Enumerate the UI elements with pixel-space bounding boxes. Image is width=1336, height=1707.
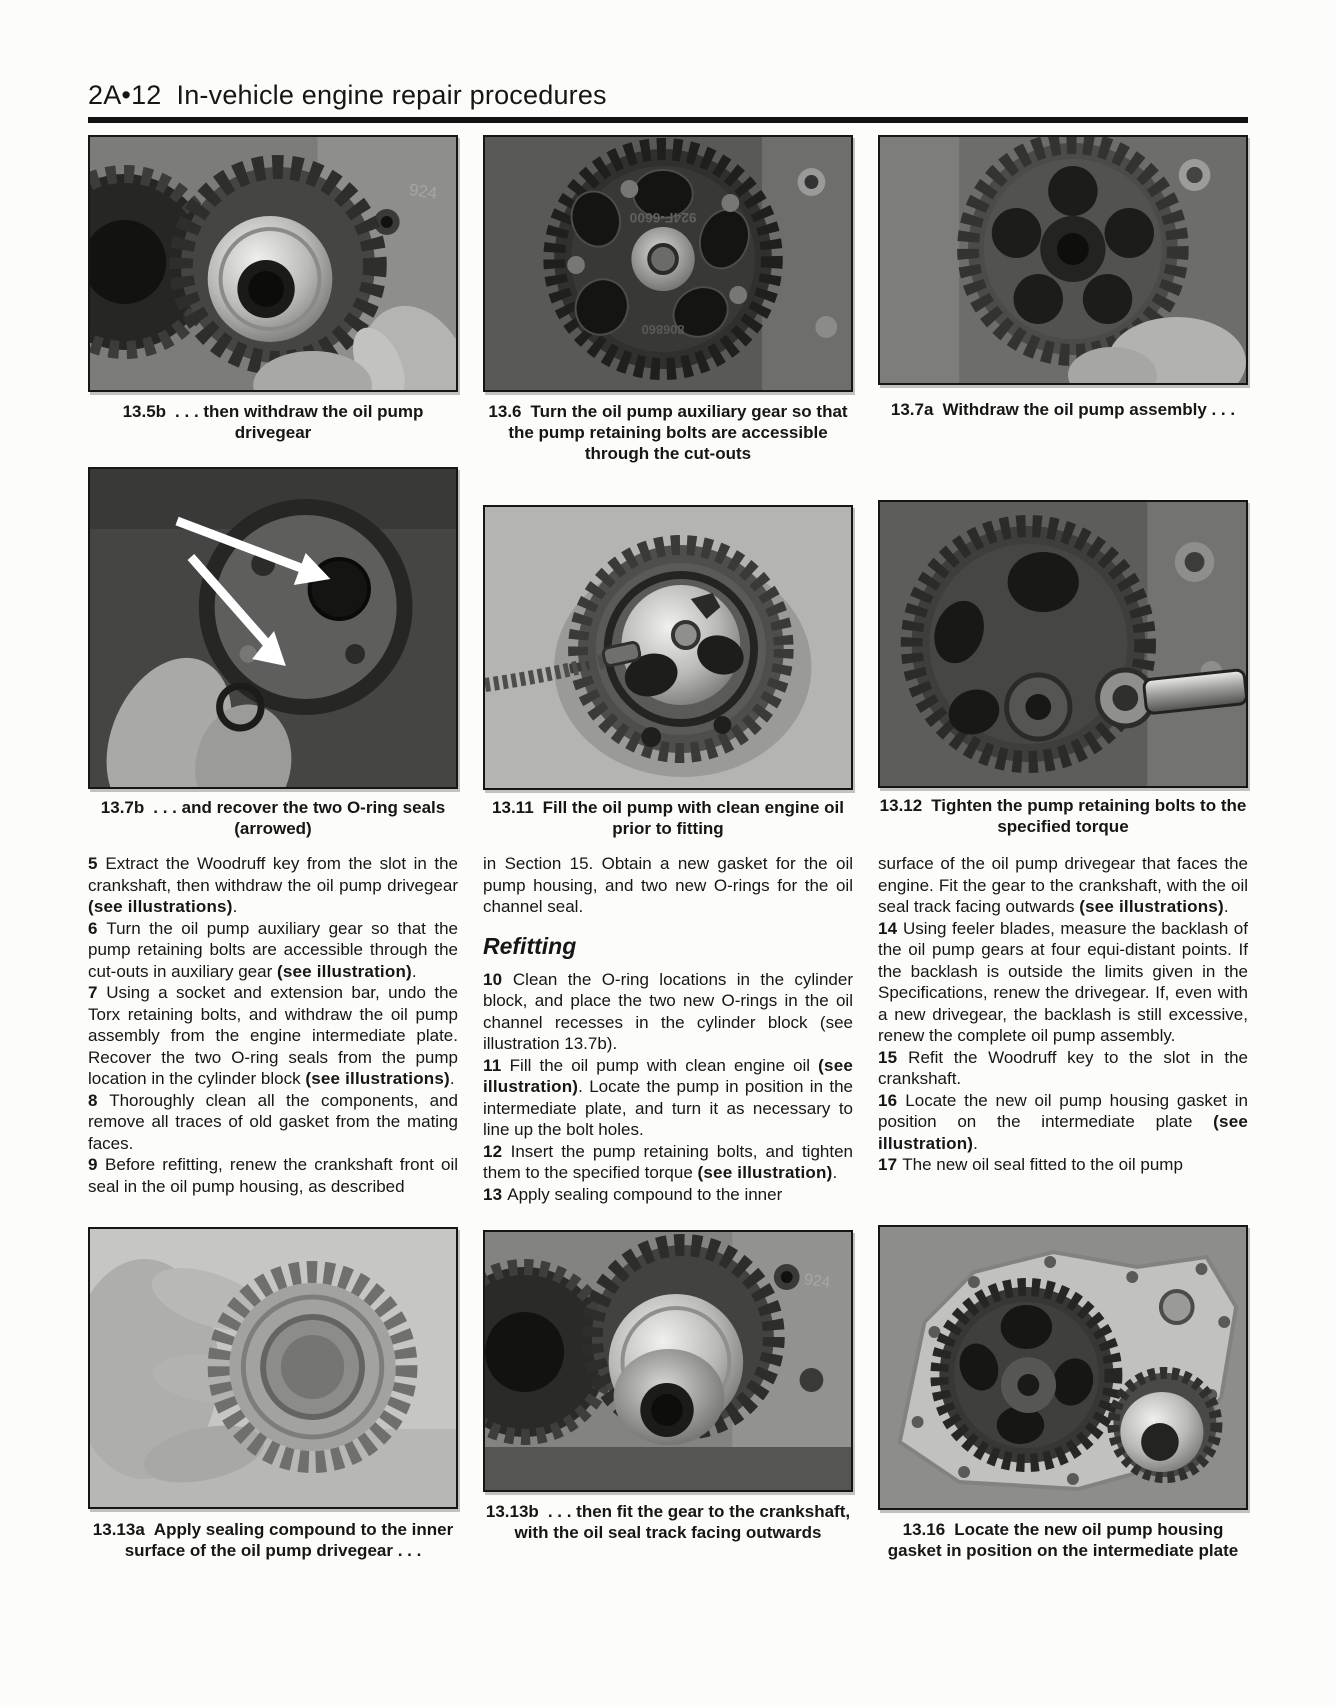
paragraph-9-continued: in Section 15. Obtain a new gasket for the oil pump housing, and two new O-rings for the oil channel seal.	[483, 854, 853, 916]
figure-caption-text: Locate the new oil pump housing gasket in position on the intermediate plate	[887, 1520, 1239, 1560]
figure-label: 13.5b	[122, 402, 167, 421]
figure-label: 13.6	[488, 402, 522, 421]
page-number: 2A•12	[88, 80, 162, 110]
figure-13-13b-photo	[483, 1230, 853, 1492]
header-rule	[88, 117, 1248, 123]
paragraph-7: 7 Using a socket and extension bar, undo the Torx retaining bolts, and withdraw the oil pump assembly from the engine intermediate plate. Recover the two O-ring seals from the pump location in the cylinder block (see illustrations).	[88, 983, 458, 1088]
figure-13-6-caption	[483, 401, 853, 464]
figure-13-12-caption	[878, 795, 1248, 837]
figure-label: 13.16	[902, 1520, 946, 1539]
body-column-1	[88, 853, 458, 1197]
figure-13-7a-caption	[878, 399, 1248, 420]
figure-13-6-photo	[483, 135, 853, 392]
body-column-2	[483, 853, 853, 1205]
paragraph-8: 8 Thoroughly clean all the components, and remove all traces of old gasket from the mating faces.	[88, 1090, 459, 1153]
figure-label: 13.7b	[100, 798, 145, 817]
figure-label: 13.13b	[485, 1502, 539, 1521]
paragraph-15: 15 Refit the Woodruff key to the slot in the crankshaft.	[878, 1047, 1248, 1088]
figure-13-16-caption	[878, 1519, 1248, 1561]
figure-caption-text: . . . then fit the gear to the crankshaft, with the oil seal track facing outwards	[514, 1502, 851, 1542]
gear-graphic	[181, 167, 375, 363]
paragraph-12: 12 Insert the pump retaining bolts, and tighten them to the specified torque (see illustration).	[483, 1141, 853, 1182]
figure-13-11-illustration	[485, 507, 851, 788]
overlay-text: 924	[407, 180, 439, 203]
figure-caption-text: Turn the oil pump auxiliary gear so that the pump retaining bolts are accessible through the cut-outs	[508, 402, 848, 463]
figure-13-7a-photo	[878, 135, 1248, 385]
figure-13-16-illustration	[880, 1227, 1246, 1508]
figure-caption-text: Fill the oil pump with clean engine oil prior to fitting	[542, 798, 844, 838]
figure-13-5b-illustration	[90, 137, 456, 390]
figure-13-12-photo	[878, 500, 1248, 788]
drivegear-sleeve-graphic	[1113, 1373, 1216, 1477]
paragraph-13: 13 Apply sealing compound to the inner	[483, 1184, 783, 1204]
body-column-3	[878, 853, 1248, 1176]
figure-13-13b-illustration	[485, 1232, 851, 1490]
gear-graphic	[939, 1287, 1113, 1463]
paragraph-14: 14 Using feeler blades, measure the backlash of the oil pump gears at four equi-distant points. If the backlash is outside the limits given in the Specifications, renew the drivegear. If, even with a new drivegear, the backlash is still excessive, renew the complete oil pump assembly.	[878, 918, 1248, 1045]
figure-caption-text: Withdraw the oil pump assembly . . .	[942, 400, 1236, 419]
figure-label: 13.13a	[92, 1520, 145, 1539]
overlay-text: 924F-6600	[629, 209, 697, 227]
refitting-heading: Refitting	[483, 932, 577, 959]
figure-13-16-photo	[878, 1225, 1248, 1510]
paragraph-9: 9 Before refitting, renew the crankshaft front oil seal in the oil pump housing, as described	[88, 1155, 458, 1196]
figure-caption-text: Tighten the pump retaining bolts to the specified torque	[931, 796, 1247, 836]
figure-caption-text: . . . and recover the two O-ring seals (arrowed)	[153, 798, 446, 838]
chapter-title: In-vehicle engine repair procedures	[176, 80, 607, 110]
figure-13-12-illustration	[880, 502, 1246, 786]
figure-caption-text: . . . then withdraw the oil pump drivegear	[175, 402, 424, 442]
paragraph-11: 11 Fill the oil pump with clean engine oil (see illustration). Locate the pump in position in the intermediate plate, and turn it as necessary to line up the bolt holes.	[483, 1055, 853, 1139]
figure-13-5b-photo	[88, 135, 458, 392]
figure-13-7a-illustration	[880, 137, 1246, 383]
figure-13-6-illustration	[485, 137, 851, 390]
figure-13-7b-caption	[88, 797, 458, 839]
overlay-text: 924	[802, 1271, 832, 1292]
paragraph-16: 16 Locate the new oil pump housing gasket in position on the intermediate plate (see illustration).	[878, 1090, 1249, 1153]
figure-13-13a-illustration	[90, 1229, 456, 1507]
paragraph-13-continued: surface of the oil pump drivegear that faces the engine. Fit the gear to the crankshaft, with the oil seal track facing outwards (see illustrations).	[878, 854, 1248, 916]
paragraph-6: 6 Turn the oil pump auxiliary gear so that the pump retaining bolts are accessible through the cut-outs in auxiliary gear (see illustration).	[88, 918, 458, 981]
figure-13-7b-photo	[88, 467, 458, 789]
figure-13-11-caption	[483, 797, 853, 839]
figure-label: 13.11	[492, 798, 534, 817]
gear-graphic	[554, 149, 772, 369]
figure-13-13a-caption	[88, 1519, 458, 1561]
paragraph-10: 10 Clean the O-ring locations in the cylinder block, and place the two new O-rings in the oil channel recesses in the cylinder block (see illustration 13.7b).	[483, 969, 853, 1053]
figure-13-13b-caption	[483, 1501, 853, 1543]
figure-13-7b-illustration	[90, 469, 456, 787]
paragraph-5: 5 Extract the Woodruff key from the slot in the crankshaft, then withdraw the oil pump drivegear (see illustrations).	[88, 854, 459, 916]
gear-graphic	[912, 526, 1145, 762]
figure-label: 13.7a	[890, 400, 934, 419]
figure-13-5b-caption	[88, 401, 458, 443]
paragraph-17: 17 The new oil seal fitted to the oil pump	[878, 1155, 1183, 1174]
figure-label: 13.12	[879, 796, 923, 815]
figure-13-11-photo	[483, 505, 853, 790]
figure-caption-text: Apply sealing compound to the inner surface of the oil pump drivegear . . .	[124, 1520, 454, 1560]
overlay-text: 806860	[641, 321, 685, 338]
page-header	[88, 80, 607, 111]
figure-13-13a-photo	[88, 1227, 458, 1509]
